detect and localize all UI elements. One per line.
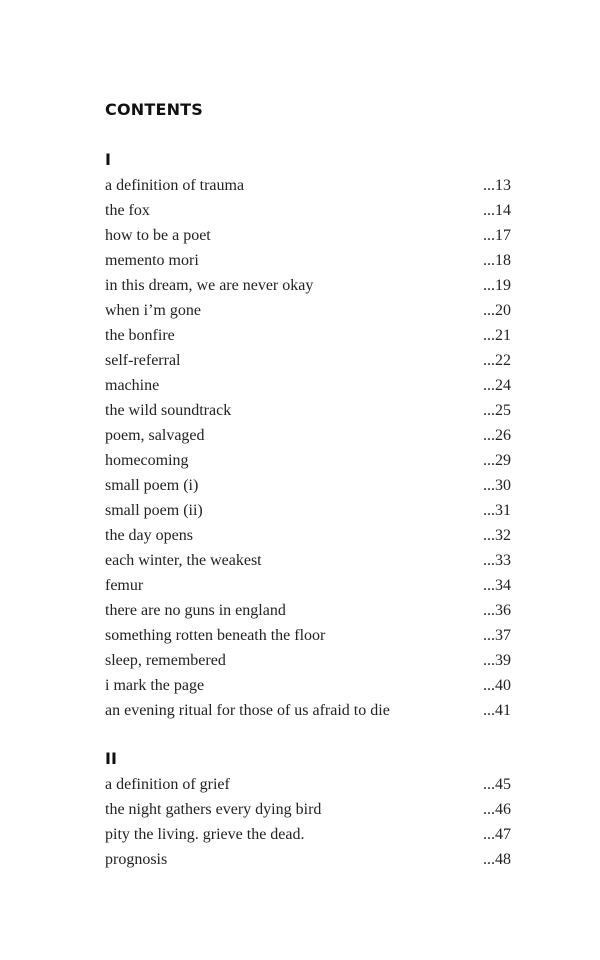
entry-page-number: ...20 — [483, 301, 511, 319]
entry-title: sleep, remembered — [105, 651, 226, 669]
entry-page-number: ...31 — [483, 501, 511, 519]
entry-title: when i’m gone — [105, 301, 201, 319]
entry-title: i mark the page — [105, 676, 205, 694]
toc-entry — [105, 323, 511, 348]
toc-entry — [105, 573, 511, 598]
entry-title: something rotten beneath the floor — [105, 626, 326, 644]
entry-page-number: ...22 — [483, 351, 511, 369]
toc-entry — [105, 548, 511, 573]
entry-page-number: ...13 — [483, 176, 511, 194]
entry-title: the night gathers every dying bird — [105, 800, 322, 818]
toc-entry — [105, 348, 511, 373]
entry-title: the wild soundtrack — [105, 401, 232, 419]
entry-title: in this dream, we are never okay — [105, 276, 314, 294]
entry-title: femur — [105, 576, 144, 594]
toc-entry — [105, 173, 511, 198]
entry-title: each winter, the weakest — [105, 551, 262, 569]
entry-title: how to be a poet — [105, 226, 211, 244]
entry-title: memento mori — [105, 251, 199, 269]
entry-page-number: ...33 — [483, 551, 511, 569]
toc-entry — [105, 473, 511, 498]
toc-entry — [105, 598, 511, 623]
entry-title: there are no guns in england — [105, 601, 286, 619]
toc-entry — [105, 673, 511, 698]
entry-page-number: ...19 — [483, 276, 511, 294]
section-heading-1: I — [105, 150, 111, 169]
entry-page-number: ...24 — [483, 376, 511, 394]
entry-page-number: ...39 — [483, 651, 511, 669]
entry-title: a definition of trauma — [105, 176, 245, 194]
toc-entry — [105, 523, 511, 548]
section-1-entries — [105, 173, 511, 723]
toc-entry — [105, 797, 511, 822]
entry-page-number: ...45 — [483, 775, 511, 793]
toc-entry — [105, 298, 511, 323]
entry-page-number: ...46 — [483, 800, 511, 818]
entry-page-number: ...25 — [483, 401, 511, 419]
toc-entry — [105, 698, 511, 723]
entry-page-number: ...32 — [483, 526, 511, 544]
toc-entry — [105, 273, 511, 298]
toc-entry — [105, 498, 511, 523]
toc-entry — [105, 847, 511, 872]
entry-title: pity the living. grieve the dead. — [105, 825, 305, 843]
entry-page-number: ...34 — [483, 576, 511, 594]
entry-page-number: ...37 — [483, 626, 511, 644]
entry-page-number: ...21 — [483, 326, 511, 344]
entry-title: prognosis — [105, 850, 168, 868]
entry-title: small poem (ii) — [105, 501, 203, 519]
toc-entry — [105, 198, 511, 223]
entry-page-number: ...40 — [483, 676, 511, 694]
entry-title: an evening ritual for those of us afraid to die — [105, 701, 390, 719]
toc-entry — [105, 822, 511, 847]
toc-entry — [105, 248, 511, 273]
entry-title: machine — [105, 376, 160, 394]
entry-title: the bonfire — [105, 326, 175, 344]
entry-title: a definition of grief — [105, 775, 230, 793]
entry-page-number: ...47 — [483, 825, 511, 843]
entry-title: homecoming — [105, 451, 189, 469]
entry-page-number: ...26 — [483, 426, 511, 444]
entry-page-number: ...18 — [483, 251, 511, 269]
entry-page-number: ...14 — [483, 201, 511, 219]
entry-title: the fox — [105, 201, 150, 219]
entry-page-number: ...36 — [483, 601, 511, 619]
entry-page-number: ...48 — [483, 850, 511, 868]
page-title: CONTENTS — [105, 100, 204, 119]
entry-title: self-referral — [105, 351, 181, 369]
entry-page-number: ...17 — [483, 226, 511, 244]
entry-page-number: ...29 — [483, 451, 511, 469]
toc-entry — [105, 448, 511, 473]
section-heading-2: II — [105, 749, 117, 768]
toc-entry — [105, 373, 511, 398]
toc-entry — [105, 423, 511, 448]
toc-entry — [105, 648, 511, 673]
entry-title: the day opens — [105, 526, 193, 544]
toc-entry — [105, 772, 511, 797]
entry-page-number: ...41 — [483, 701, 511, 719]
entry-page-number: ...30 — [483, 476, 511, 494]
toc-entry — [105, 223, 511, 248]
entry-title: small poem (i) — [105, 476, 199, 494]
toc-entry — [105, 623, 511, 648]
entry-title: poem, salvaged — [105, 426, 205, 444]
section-2-entries — [105, 772, 511, 872]
toc-entry — [105, 398, 511, 423]
